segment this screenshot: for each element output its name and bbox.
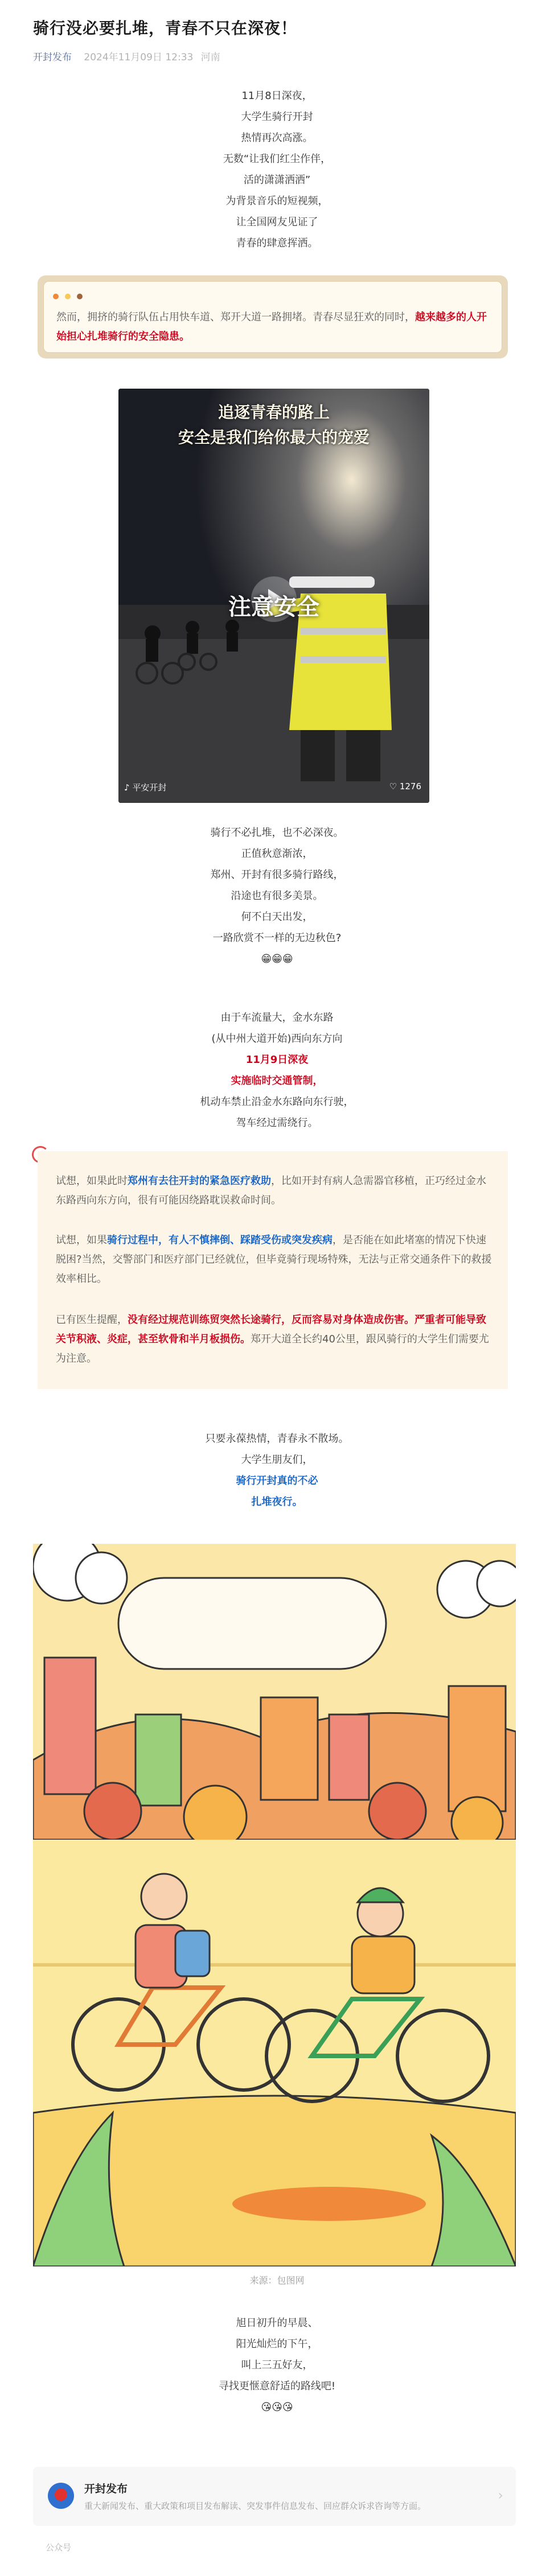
publish-date: 2024年11月09日 12:33 xyxy=(84,52,194,63)
intro-line: 热情再次高涨。 xyxy=(241,132,313,144)
account-card-name: 开封发布 xyxy=(84,2483,128,2495)
traffic-line: 机动车禁止沿金水东路向东行驶， xyxy=(200,1096,354,1108)
video-source-name: 平安开封 xyxy=(132,782,167,793)
intro-paragraph xyxy=(0,85,554,254)
dot-icon xyxy=(53,294,59,299)
video-source: ♪ 平安开封 xyxy=(124,782,167,793)
closing-line: 大学生朋友们， xyxy=(241,1454,313,1466)
quote-highlight: 越来越多的人开始担心扎堆骑行的安全隐患。 xyxy=(56,311,487,343)
account-card-description: 重大新闻发布、重大政策和项目发布解读、突发事件信息发布、回应群众诉求咨询等方面。 xyxy=(84,2501,426,2511)
alert-text: 已有医生提醒， xyxy=(56,1314,128,1326)
video-center-text: 注意安全 xyxy=(228,594,319,620)
video-likes[interactable]: ♡ 1276 xyxy=(389,781,421,792)
quote-text xyxy=(56,308,495,347)
intro-line: 为背景音乐的短视频， xyxy=(225,195,329,207)
publish-location: 河南 xyxy=(200,52,220,63)
alert-text: 试想，如果此时 xyxy=(56,1175,128,1187)
traffic-line: (从中州大道开始)西向东方向 xyxy=(211,1033,343,1045)
ending-line: 叫上三五好友， xyxy=(241,2359,313,2371)
intro-line: 11月8日深夜， xyxy=(241,90,313,102)
traffic-control: 实施临时交通管制， xyxy=(231,1075,323,1087)
ending-line: 寻找更惬意舒适的路线吧! xyxy=(218,2380,336,2392)
dot-icon xyxy=(65,294,71,299)
emoji-line: 😘😘😘 xyxy=(261,2401,293,2413)
alert-box xyxy=(38,1151,508,1389)
traffic-line: 驾车经过需绕行。 xyxy=(236,1117,318,1129)
quote-normal: 然而，拥挤的骑行队伍占用快车道、郑开大道一路拥堵。青春尽显狂欢的同时， xyxy=(56,311,415,323)
closing-paragraph xyxy=(0,1428,554,1512)
intro-line: 青春的肆意挥洒。 xyxy=(236,237,318,249)
video-player[interactable] xyxy=(118,389,429,803)
closing-highlight: 扎堆夜行。 xyxy=(251,1496,303,1508)
ending-paragraph xyxy=(0,2313,554,2418)
quote-card-inner xyxy=(43,281,502,353)
alert-text: ，比如开封有病人急需器官移植，正巧经过金水东路西向东方向，很有可能因绕路耽误救命时间。 xyxy=(56,1175,486,1206)
intro-line: 让全国网友见证了 xyxy=(236,216,318,228)
alert-text: 试想，如果 xyxy=(56,1234,107,1246)
article-meta xyxy=(33,49,220,63)
cycling-illustration xyxy=(33,1544,516,2266)
middle-line: 一路欣赏不一样的无边秋色? xyxy=(212,932,342,944)
quote-card xyxy=(38,275,508,358)
closing-highlight: 骑行开封真的不必 xyxy=(236,1475,318,1487)
video-caption-line: 追逐青春的路上 xyxy=(218,403,330,422)
image-source: 来源：包图网 xyxy=(249,2275,305,2286)
ending-line: 旭日初升的早晨、 xyxy=(236,2317,318,2329)
middle-line: 沿途也有很多美景。 xyxy=(231,890,323,902)
intro-line: 活的潇潇洒洒” xyxy=(243,174,311,186)
intro-line: 大学生骑行开封 xyxy=(241,111,313,123)
middle-paragraph xyxy=(0,822,554,970)
alert-highlight: 骑行过程中，有人不慎摔倒、踩踏受伤或突发疾病 xyxy=(107,1234,333,1246)
avatar[interactable] xyxy=(48,2483,74,2509)
alert-paragraph-1 xyxy=(56,1172,492,1210)
article-title: 骑行没必要扎堆，青春不只在深夜！ xyxy=(33,19,298,38)
window-dots-icon xyxy=(53,291,86,302)
official-account-label: 公众号 xyxy=(46,2542,72,2553)
alert-paragraph-3 xyxy=(56,1310,492,1369)
middle-line: 骑行不必扎堆，也不必深夜。 xyxy=(210,827,344,839)
traffic-notice xyxy=(0,1007,554,1134)
video-caption xyxy=(118,400,429,450)
alert-paragraph-2 xyxy=(56,1231,492,1289)
traffic-line: 由于车流量大，金水东路 xyxy=(220,1012,334,1024)
alert-text: 郑开大道全长约40公里，跟风骑行的大学生们需要尤为注意。 xyxy=(56,1333,489,1365)
alert-highlight: 没有经过规范训练贸突然长途骑行，反而容易对身体造成伤害。严重者可能导致关节积液、炎症，甚至软骨和半月板损伤。 xyxy=(56,1314,486,1345)
ending-line: 阳光灿烂的下午， xyxy=(236,2338,318,2350)
illustration-svg xyxy=(33,1544,516,2266)
middle-line: 何不白天出发， xyxy=(241,911,313,923)
account-card[interactable] xyxy=(33,2467,516,2526)
emoji-line: 😁😁😁 xyxy=(261,953,293,965)
alert-highlight: 郑州有去往开封的紧急医疗救助 xyxy=(128,1175,271,1187)
closing-line: 只要永葆热情，青春永不散场。 xyxy=(205,1433,349,1445)
dot-icon xyxy=(77,294,83,299)
account-link[interactable]: 开封发布 xyxy=(33,52,72,63)
traffic-date: 11月9日深夜 xyxy=(245,1054,309,1066)
intro-line: 无数“让我们红尘作伴， xyxy=(223,153,331,165)
video-caption-line: 安全是我们给你最大的宠爱 xyxy=(178,428,370,447)
alert-text: ，是否能在如此堵塞的情况下快速脱困?当然，交警部门和医疗部门已经就位，但毕竟骑行现场特殊，无法与正常交通条件下的救援效率相比。 xyxy=(56,1234,492,1285)
middle-line: 正值秋意渐浓， xyxy=(241,848,313,860)
video-like-count: 1276 xyxy=(399,781,421,792)
middle-line: 郑州、开封有很多骑行路线， xyxy=(210,869,344,881)
chevron-right-icon: › xyxy=(498,2487,503,2503)
